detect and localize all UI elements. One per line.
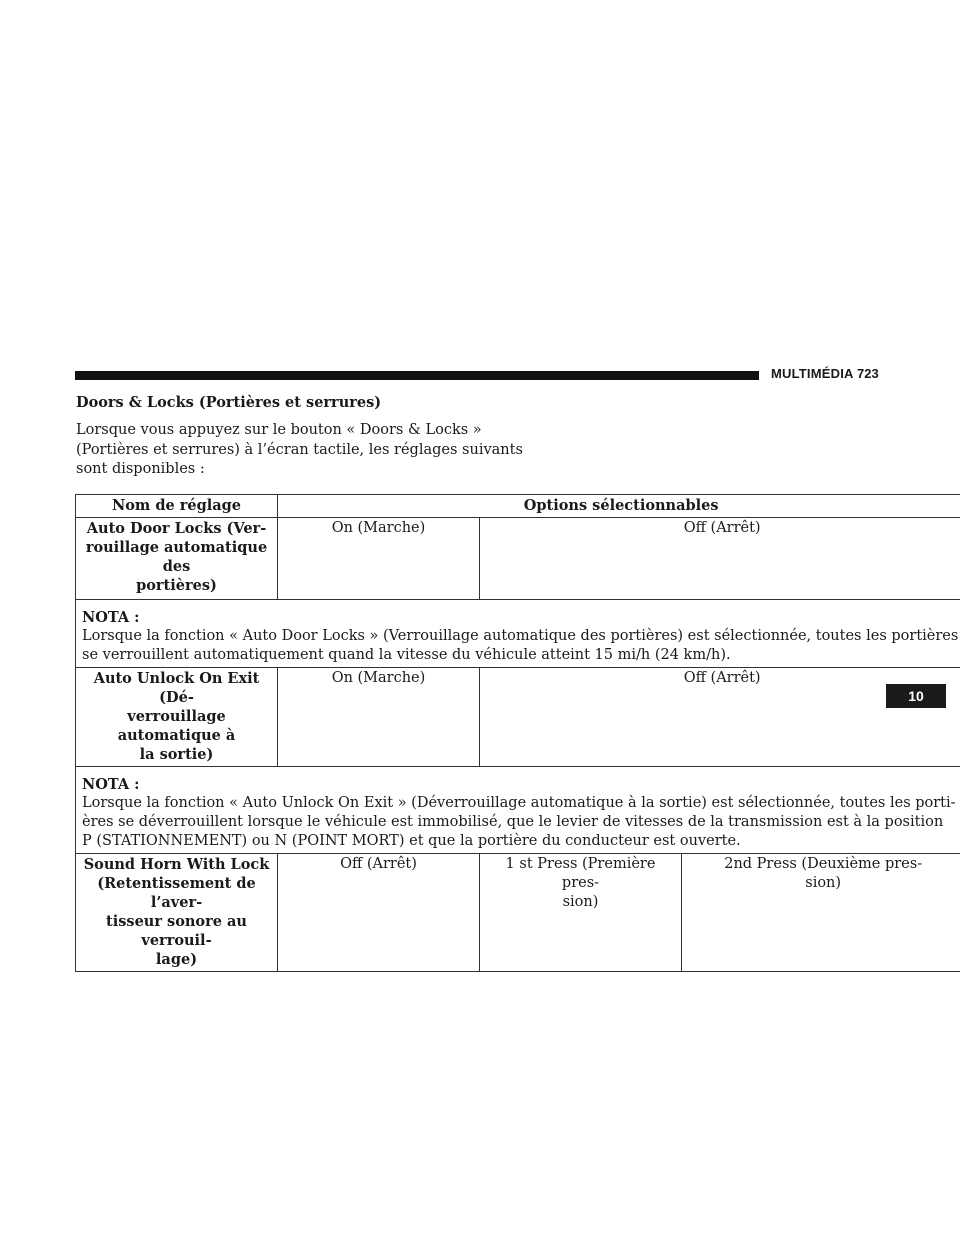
column-header-setting-name: Nom de réglage <box>76 495 278 518</box>
note-row <box>76 767 960 854</box>
chapter-tab: 10 <box>886 684 946 708</box>
option-cell: 1 st Press (Première pres- sion) <box>480 854 682 972</box>
note-line: P (STATIONNEMENT) ou N (POINT MORT) et que la portière du conducteur est ouverte. <box>82 833 741 849</box>
note-title: NOTA : <box>82 609 140 626</box>
table-row <box>76 518 960 600</box>
section-title: Doors & Locks (Portières et serrures) <box>76 394 382 411</box>
note-line: Lorsque la fonction « Auto Door Locks » (Verrouillage automatique des portières) est sélectionnée, toutes les portières <box>82 628 959 644</box>
note-cell <box>76 600 960 668</box>
table-header-row <box>76 495 960 518</box>
intro-line: (Portières et serrures) à l’écran tactile, les réglages suivants <box>76 441 523 458</box>
page-number: 723 <box>857 366 879 381</box>
option-cell: Off (Arrêt) <box>480 668 960 767</box>
option-cell: On (Marche) <box>278 518 480 600</box>
setting-name-auto-unlock-on-exit: Auto Unlock On Exit (Dé- verrouillage automatique à la sortie) <box>76 668 278 767</box>
intro-paragraph <box>76 421 523 480</box>
intro-line: Lorsque vous appuyez sur le bouton « Doors & Locks » <box>76 422 482 438</box>
column-header-options: Options sélectionnables <box>278 495 960 518</box>
intro-line: sont disponibles : <box>76 461 205 477</box>
setting-name-auto-door-locks: Auto Door Locks (Ver- rouillage automatique des portières) <box>76 518 278 600</box>
option-cell: On (Marche) <box>278 668 480 767</box>
table-row <box>76 668 960 767</box>
note-row <box>76 600 960 668</box>
note-cell <box>76 767 960 854</box>
note-title: NOTA : <box>82 776 140 793</box>
table-row <box>76 854 960 972</box>
note-line: ères se déverrouillent lorsque le véhicule est immobilisé, que le levier de vitesses de la transmission est à la position <box>82 814 944 830</box>
option-cell: 2nd Press (Deuxième pres- sion) <box>682 854 960 972</box>
header-rule <box>75 371 759 380</box>
setting-name-sound-horn-with-lock: Sound Horn With Lock (Retentissement de l’aver- tisseur sonore au verrouil- lage) <box>76 854 278 972</box>
option-cell: Off (Arrêt) <box>278 854 480 972</box>
note-line: Lorsque la fonction « Auto Unlock On Exit » (Déverrouillage automatique à la sortie) est sélectionnée, toutes les porti- <box>82 795 956 811</box>
settings-table <box>75 494 960 972</box>
option-cell: Off (Arrêt) <box>480 518 960 600</box>
section-header: MULTIMÉDIA <box>771 366 854 381</box>
note-line: se verrouillent automatiquement quand la vitesse du véhicule atteint 15 mi/h (24 km/h). <box>82 647 731 663</box>
